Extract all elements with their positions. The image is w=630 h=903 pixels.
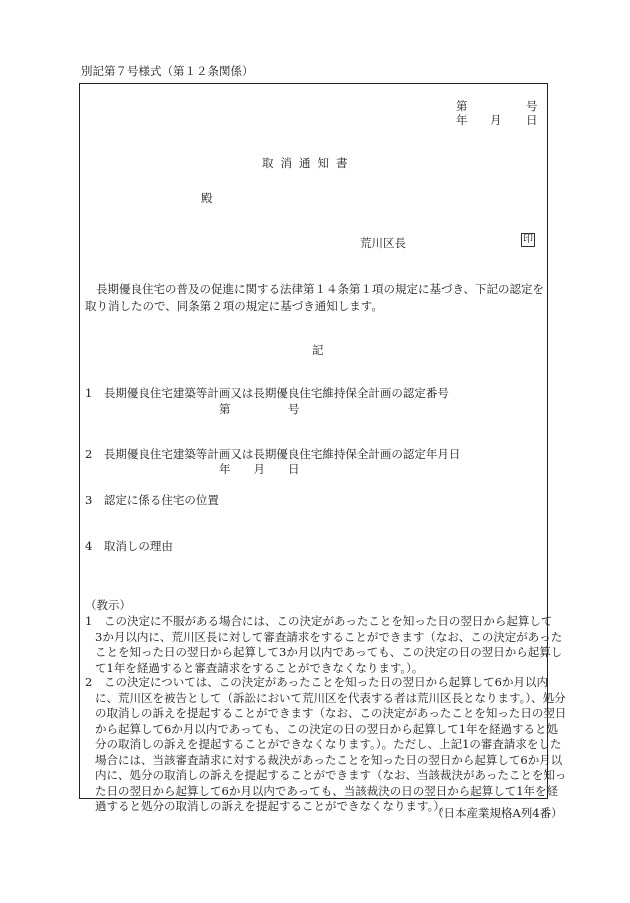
recipient-honorific: 殿: [201, 191, 213, 205]
number-prefix: 第: [456, 99, 468, 113]
date-day: 日: [526, 113, 538, 127]
notice-2-line: 分の取消しの訴えを提起することができなくなります。）。ただし、上記1の審査請求をした: [95, 737, 562, 751]
notice-2-line: 過すると処分の取消しの訴えを提起することができなくなります。）。: [95, 799, 451, 813]
notice-1-text: [95, 614, 563, 676]
notice-2-number: 2: [85, 675, 93, 689]
footer-note: （日本産業規格A列4番）: [432, 806, 563, 820]
notice-1-line: 3か月以内に、荒川区長に対して審査請求をすることができます（なお、この決定があった: [95, 629, 563, 644]
notice-2-line: から起算して6か月以内であっても、この決定の日の翌日から起算して1年を経過すると処: [95, 721, 559, 736]
notice-2-line: に、荒川区を被告として（訴訟において荒川区を代表する者は荒川区長となります。）、処分: [95, 690, 566, 705]
notice-2-line: の取消しの訴えを提起することができます（なお、この決定があったことを知った日の翌日: [95, 706, 567, 720]
notice-2-line: 内に、処分の取消しの訴えを提起することができます（なお、当該裁決があったことを知っ: [95, 768, 567, 782]
notice-2-line: この決定については、この決定があったことを知った日の翌日から起算して6か月以内: [104, 675, 548, 689]
number-suffix: 号: [526, 99, 538, 113]
document-title: 取消通知書: [262, 156, 355, 170]
date-month: 月: [490, 113, 502, 127]
item-4-label: 4 取消しの理由: [85, 539, 173, 553]
notice-2-line: た日の翌日から起算して6か月以内であっても、当該裁決の日の翌日から起算して1年を経: [95, 783, 559, 798]
notice-2-line: 場合には、当該審査請求に対する裁決があったことを知った日の翌日から起算して6か月以: [95, 752, 563, 767]
sender-name: 荒川区長: [360, 236, 406, 250]
form-label: 別記第７号様式（第１２条関係）: [81, 64, 254, 78]
item-3-label: 3 認定に係る住宅の位置: [85, 493, 219, 507]
item-2-label: 2 長期優良住宅建築等計画又は長期優良住宅維持保全計画の認定年月日: [85, 447, 461, 461]
item-1-label: 1 長期優良住宅建築等計画又は長期優良住宅維持保全計画の認定番号: [85, 386, 449, 400]
notice-1-number: 1: [85, 614, 93, 628]
notice-1-line: この決定に不服がある場合には、この決定があったことを知った日の翌日から起算して: [104, 614, 553, 628]
notice-2-text: [95, 675, 567, 815]
item-1-value: 第 号: [219, 402, 300, 416]
body-text: 長期優良住宅の普及の促進に関する法律第１４条第１項の規定に基づき、下記の認定を取り消したので、同条第２項の規定に基づき通知します。: [85, 282, 545, 313]
item-2-value: 年 月 日: [219, 462, 300, 476]
notice-1-line: て1年を経過すると審査請求をすることができなくなります。）。: [95, 660, 424, 675]
notice-title: （教示）: [85, 598, 131, 612]
date-year: 年: [456, 113, 468, 127]
ki-heading: 記: [312, 343, 324, 357]
notice-1-line: ことを知った日の翌日から起算して3か月以内であっても、この決定の日の翌日から起算し: [95, 645, 563, 659]
seal-box: 印: [523, 234, 533, 245]
